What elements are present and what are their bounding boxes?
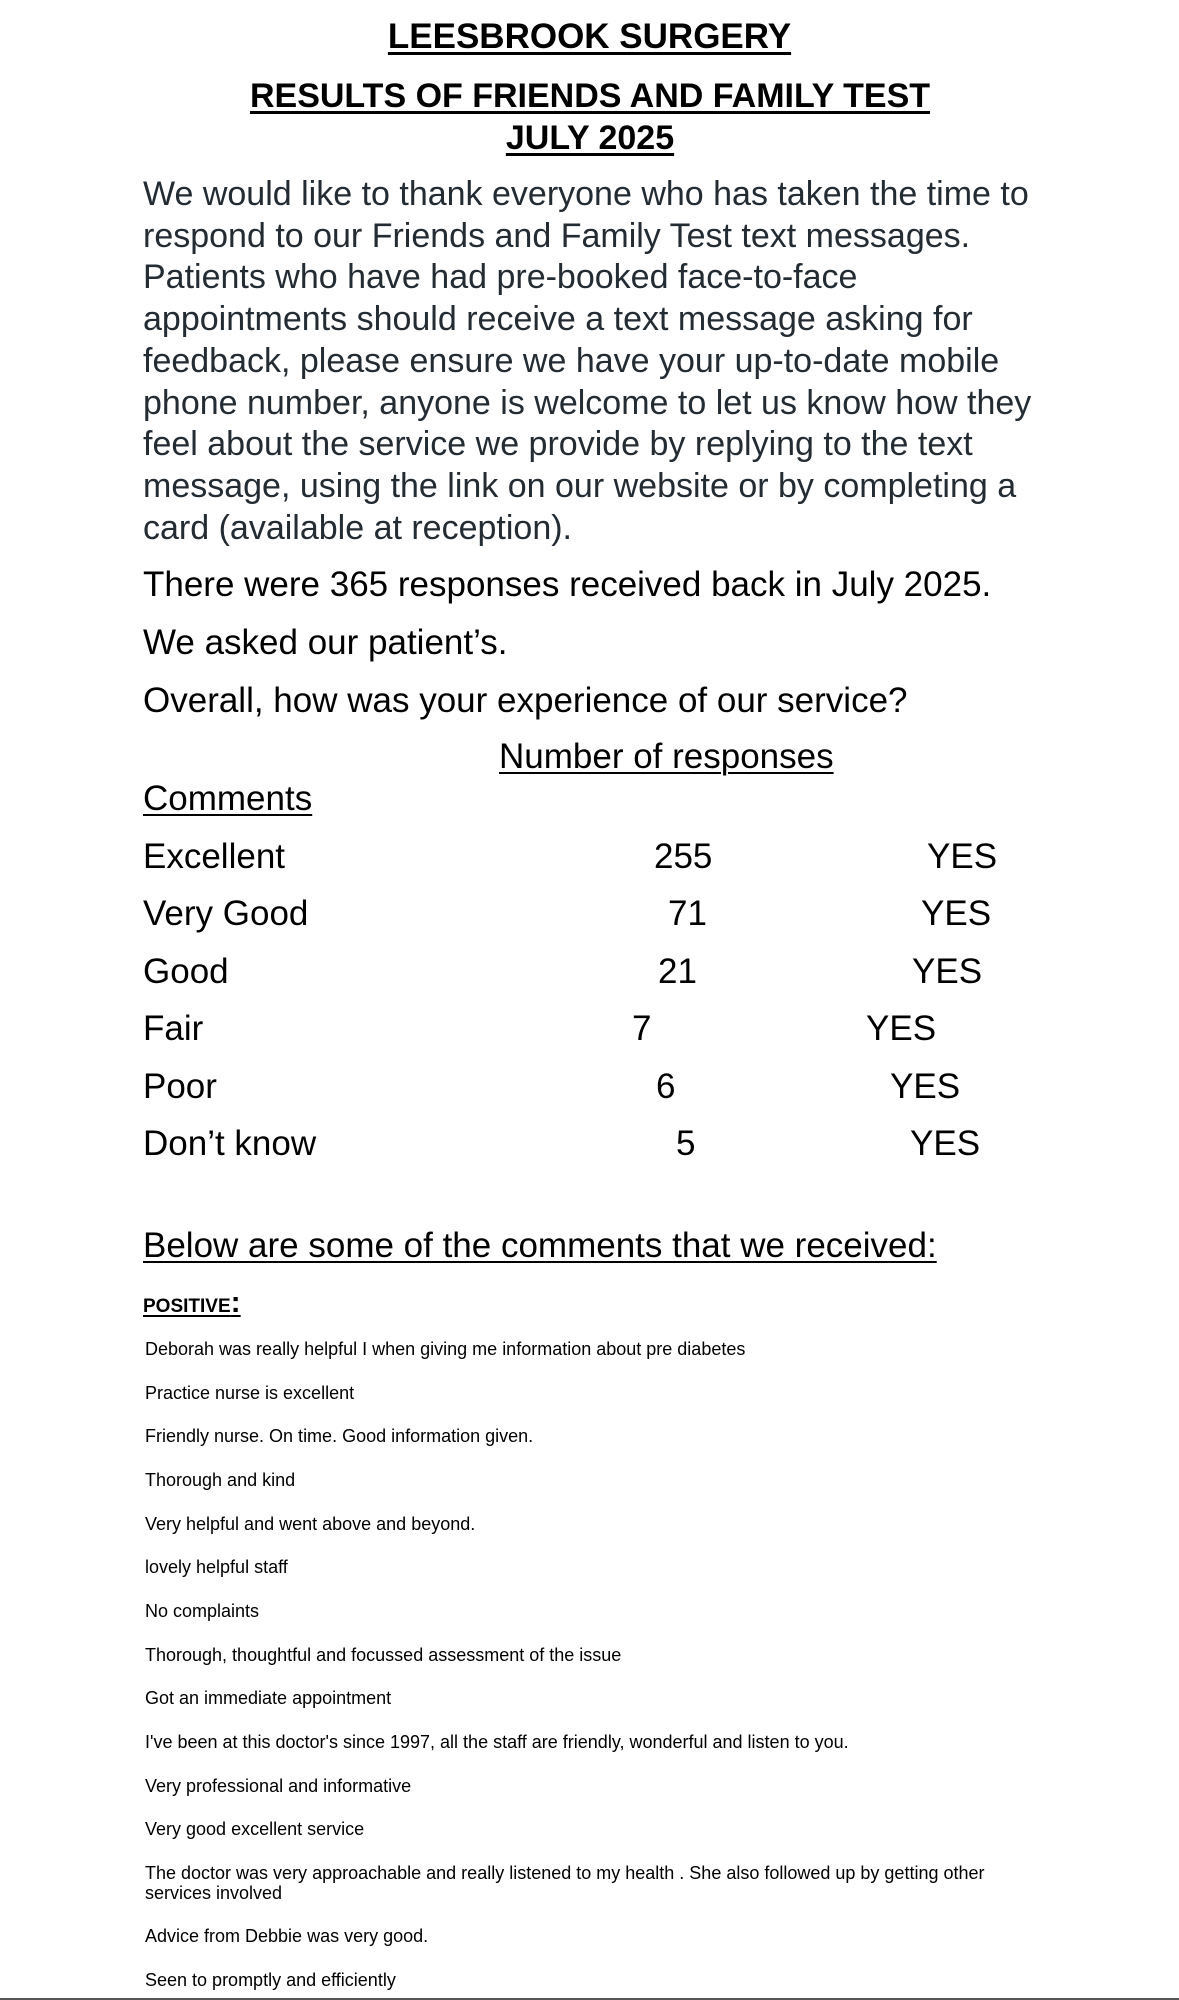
row-count: 6 [656, 1067, 676, 1106]
list-item: Very professional and informative [145, 1776, 412, 1796]
row-comment-flag: YES [921, 894, 992, 933]
positive-label [143, 1286, 241, 1321]
list-item: Practice nurse is excellent [145, 1383, 355, 1403]
row-count: 7 [632, 1009, 652, 1048]
positive-label-colon: : [230, 1286, 241, 1319]
row-count: 255 [654, 837, 713, 876]
positive-label-text: POSITIVE [143, 1296, 231, 1317]
row-comment-flag: YES [912, 952, 983, 991]
list-item: Advice from Debbie was very good. [145, 1926, 429, 1946]
page-title: LEESBROOK SURGERY [387, 17, 792, 56]
list-item: Very helpful and went above and beyond. [145, 1514, 476, 1534]
asked-line: We asked our patient’s. [143, 623, 508, 662]
list-item: Friendly nurse. On time. Good information given. [145, 1426, 534, 1446]
page-subtitle: RESULTS OF FRIENDS AND FAMILY TEST JULY 2025 [249, 77, 931, 157]
row-label: Don’t know [143, 1124, 317, 1163]
list-item: The doctor was very approachable and really listened to my health . She also followed up by getting other services involved [145, 1863, 985, 1903]
comments-section-heading: Below are some of the comments that we received: [143, 1226, 937, 1265]
survey-question: Overall, how was your experience of our service? [143, 681, 908, 720]
list-item: Seen to promptly and efficiently [145, 1970, 396, 1990]
list-item: Very good excellent service [145, 1819, 365, 1839]
row-comment-flag: YES [910, 1124, 981, 1163]
list-item: Deborah was really helpful I when giving me information about pre diabetes [145, 1339, 746, 1359]
row-label: Fair [143, 1009, 204, 1048]
row-count: 5 [676, 1124, 696, 1163]
row-comment-flag: YES [890, 1067, 961, 1106]
comments-header: Comments [143, 779, 313, 818]
list-item: Thorough and kind [145, 1470, 296, 1490]
row-label: Poor [143, 1067, 217, 1106]
row-count: 71 [668, 894, 707, 933]
list-item: lovely helpful staff [145, 1557, 288, 1577]
row-label: Excellent [143, 837, 286, 876]
list-item: Got an immediate appointment [145, 1688, 392, 1708]
list-item: No complaints [145, 1601, 260, 1621]
row-comment-flag: YES [866, 1009, 937, 1048]
list-item: Thorough, thoughtful and focussed assessment of the issue [145, 1645, 622, 1665]
row-comment-flag: YES [927, 837, 998, 876]
intro-paragraph: We would like to thank everyone who has taken the time to respond to our Friends and Family Test text messages. Patients who have had pre-booked face-to-face appointments should receive a text message asking for feedback, please ensure we have your up-to-date mobile phone number, anyone is welcome to let us know how they feel about the service we provide by replying to the text message, using the link on our website or by completing a card (available at reception). [143, 175, 1032, 547]
row-label: Good [143, 952, 229, 991]
row-label: Very Good [143, 894, 309, 933]
number-of-responses-header: Number of responses [499, 737, 834, 776]
row-count: 21 [658, 952, 697, 991]
list-item: I've been at this doctor's since 1997, all the staff are friendly, wonderful and listen to you. [145, 1732, 849, 1752]
responses-summary: There were 365 responses received back in July 2025. [143, 565, 992, 604]
